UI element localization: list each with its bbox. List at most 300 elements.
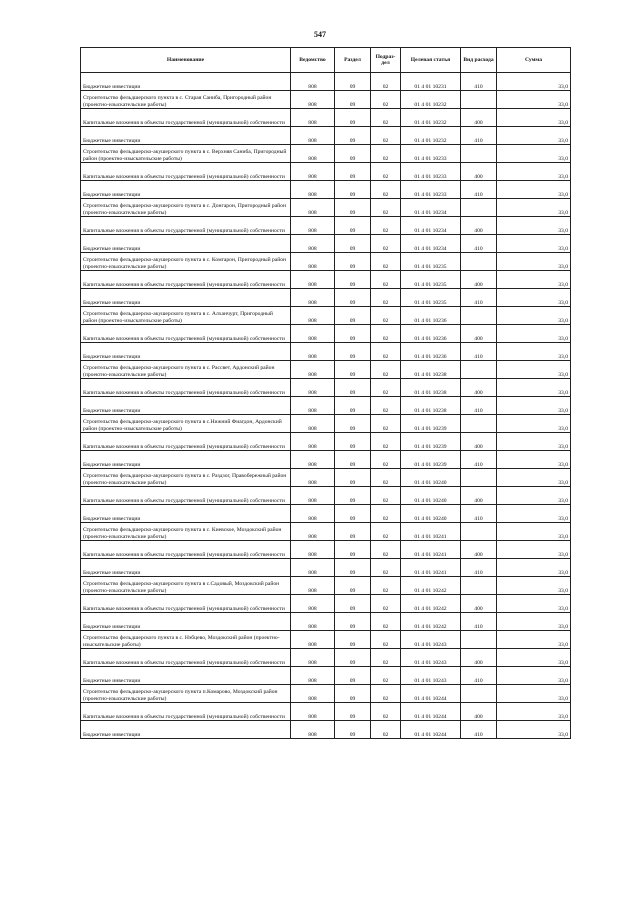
- cell-sum: 33,0: [497, 109, 571, 127]
- cell-dept: 808: [291, 577, 335, 595]
- cell-section: 09: [335, 523, 371, 541]
- cell-section: 09: [335, 631, 371, 649]
- cell-target: 01 4 01 10241: [401, 523, 461, 541]
- cell-dept: 808: [291, 595, 335, 613]
- cell-dept: 808: [291, 217, 335, 235]
- header-row: [81, 48, 571, 73]
- cell-target: 01 4 01 10234: [401, 199, 461, 217]
- cell-target: 01 4 01 10240: [401, 487, 461, 505]
- budget-table: [80, 47, 571, 739]
- cell-section: 09: [335, 685, 371, 703]
- cell-sum: 33,0: [497, 541, 571, 559]
- cell-name: Строительство фельдшерско-акушерского пункта в с. Алханчурт, Пригородный район (проектно-изыскательские работы): [81, 307, 291, 325]
- header-dept: Ведомство: [291, 48, 335, 73]
- cell-section: 09: [335, 361, 371, 379]
- cell-sum: 33,0: [497, 649, 571, 667]
- cell-section: 09: [335, 217, 371, 235]
- cell-dept: 808: [291, 559, 335, 577]
- cell-name: Бюджетные инвестиции: [81, 235, 291, 253]
- cell-dept: 808: [291, 631, 335, 649]
- cell-dept: 808: [291, 685, 335, 703]
- cell-exptype: [461, 145, 497, 163]
- cell-sum: 33,0: [497, 343, 571, 361]
- cell-target: 01 4 01 10242: [401, 577, 461, 595]
- cell-dept: 808: [291, 91, 335, 109]
- cell-name: Строительство фельдшерско-акушерского пункта в с. Раздзог, Правобережный район (проектно-изыскательские работы): [81, 469, 291, 487]
- header-section: Раздел: [335, 48, 371, 73]
- cell-subsection: 02: [371, 685, 401, 703]
- cell-target: 01 4 01 10239: [401, 415, 461, 433]
- cell-dept: 808: [291, 253, 335, 271]
- cell-sum: 33,0: [497, 163, 571, 181]
- cell-subsection: 02: [371, 595, 401, 613]
- table-row: [81, 109, 571, 127]
- cell-exptype: 400: [461, 487, 497, 505]
- cell-subsection: 02: [371, 613, 401, 631]
- cell-subsection: 02: [371, 253, 401, 271]
- cell-subsection: 02: [371, 433, 401, 451]
- cell-name: Капитальные вложения в объекты государственной (муниципальной) собственности: [81, 325, 291, 343]
- cell-name: Бюджетные инвестиции: [81, 397, 291, 415]
- cell-exptype: 400: [461, 325, 497, 343]
- cell-target: 01 4 01 10239: [401, 433, 461, 451]
- cell-target: 01 4 01 10238: [401, 361, 461, 379]
- cell-dept: 808: [291, 433, 335, 451]
- cell-subsection: 02: [371, 667, 401, 685]
- cell-dept: 808: [291, 307, 335, 325]
- cell-section: 09: [335, 613, 371, 631]
- cell-section: 09: [335, 433, 371, 451]
- cell-subsection: 02: [371, 523, 401, 541]
- cell-name: Капитальные вложения в объекты государственной (муниципальной) собственности: [81, 163, 291, 181]
- cell-target: 01 4 01 10236: [401, 343, 461, 361]
- cell-target: 01 4 01 10232: [401, 127, 461, 145]
- cell-sum: 33,0: [497, 145, 571, 163]
- cell-section: 09: [335, 451, 371, 469]
- cell-section: 09: [335, 253, 371, 271]
- table-row: [81, 487, 571, 505]
- cell-sum: 33,0: [497, 127, 571, 145]
- cell-section: 09: [335, 271, 371, 289]
- cell-exptype: [461, 91, 497, 109]
- cell-name: Капитальные вложения в объекты государственной (муниципальной) собственности: [81, 541, 291, 559]
- cell-target: 01 4 01 10233: [401, 145, 461, 163]
- cell-section: 09: [335, 541, 371, 559]
- cell-target: 01 4 01 10242: [401, 613, 461, 631]
- cell-sum: 33,0: [497, 271, 571, 289]
- table-row: [81, 415, 571, 433]
- table-row: [81, 685, 571, 703]
- cell-name: Бюджетные инвестиции: [81, 289, 291, 307]
- header-target: Целевая статья: [401, 48, 461, 73]
- cell-sum: 33,0: [497, 631, 571, 649]
- cell-name: Строительство фельдшерско-акушерского пункта в с. Рассвет, Ардонский район (проектно-изыскательские работы): [81, 361, 291, 379]
- cell-exptype: [461, 685, 497, 703]
- cell-section: 09: [335, 667, 371, 685]
- cell-target: 01 4 01 10238: [401, 379, 461, 397]
- table-row: [81, 577, 571, 595]
- cell-exptype: [461, 469, 497, 487]
- cell-name: Строительство фельдшерско-акушерского пункта п.Комарово, Моздокский район (проектно-изыскательские работы): [81, 685, 291, 703]
- cell-sum: 33,0: [497, 451, 571, 469]
- cell-section: 09: [335, 91, 371, 109]
- cell-subsection: 02: [371, 307, 401, 325]
- cell-subsection: 02: [371, 91, 401, 109]
- cell-name: Бюджетные инвестиции: [81, 505, 291, 523]
- cell-section: 09: [335, 127, 371, 145]
- cell-name: Бюджетные инвестиции: [81, 343, 291, 361]
- cell-target: 01 4 01 10241: [401, 541, 461, 559]
- table-row: [81, 307, 571, 325]
- table-row: [81, 379, 571, 397]
- cell-exptype: 400: [461, 163, 497, 181]
- cell-section: 09: [335, 649, 371, 667]
- cell-dept: 808: [291, 163, 335, 181]
- cell-exptype: 410: [461, 667, 497, 685]
- cell-name: Строительство фельдшерско-акушерского пункта в с. Комгарон, Пригородный район (проектно-изыскательские работы): [81, 253, 291, 271]
- cell-exptype: 400: [461, 271, 497, 289]
- cell-section: 09: [335, 109, 371, 127]
- cell-subsection: 02: [371, 415, 401, 433]
- cell-dept: 808: [291, 667, 335, 685]
- cell-target: 01 4 01 10244: [401, 703, 461, 721]
- cell-name: Капитальные вложения в объекты государственной (муниципальной) собственности: [81, 487, 291, 505]
- cell-sum: 33,0: [497, 577, 571, 595]
- cell-sum: 33,0: [497, 505, 571, 523]
- cell-section: 09: [335, 163, 371, 181]
- cell-dept: 808: [291, 127, 335, 145]
- cell-subsection: 02: [371, 397, 401, 415]
- cell-exptype: 410: [461, 721, 497, 739]
- cell-name: Бюджетные инвестиции: [81, 73, 291, 91]
- cell-section: 09: [335, 289, 371, 307]
- cell-target: 01 4 01 10240: [401, 469, 461, 487]
- cell-dept: 808: [291, 415, 335, 433]
- cell-exptype: 410: [461, 613, 497, 631]
- cell-subsection: 02: [371, 361, 401, 379]
- cell-target: 01 4 01 10240: [401, 505, 461, 523]
- cell-sum: 33,0: [497, 91, 571, 109]
- cell-dept: 808: [291, 523, 335, 541]
- cell-dept: 808: [291, 721, 335, 739]
- cell-subsection: 02: [371, 559, 401, 577]
- table-row: [81, 613, 571, 631]
- cell-name: Строительство фельдшерско-акушерского пункта в с. Верхняя Саниба, Пригородный район (проектно-изыскательские работы): [81, 145, 291, 163]
- cell-section: 09: [335, 181, 371, 199]
- cell-dept: 808: [291, 469, 335, 487]
- cell-exptype: 410: [461, 73, 497, 91]
- cell-subsection: 02: [371, 127, 401, 145]
- cell-subsection: 02: [371, 631, 401, 649]
- table-row: [81, 721, 571, 739]
- cell-exptype: 410: [461, 505, 497, 523]
- cell-exptype: 400: [461, 595, 497, 613]
- table-row: [81, 523, 571, 541]
- cell-exptype: 400: [461, 703, 497, 721]
- table-row: [81, 703, 571, 721]
- cell-exptype: 410: [461, 181, 497, 199]
- cell-section: 09: [335, 397, 371, 415]
- cell-dept: 808: [291, 613, 335, 631]
- cell-sum: 33,0: [497, 469, 571, 487]
- cell-dept: 808: [291, 361, 335, 379]
- cell-sum: 33,0: [497, 487, 571, 505]
- cell-exptype: 400: [461, 433, 497, 451]
- cell-section: 09: [335, 577, 371, 595]
- cell-exptype: [461, 415, 497, 433]
- cell-subsection: 02: [371, 235, 401, 253]
- cell-dept: 808: [291, 379, 335, 397]
- table-row: [81, 73, 571, 91]
- table-row: [81, 343, 571, 361]
- cell-name: Бюджетные инвестиции: [81, 613, 291, 631]
- cell-dept: 808: [291, 73, 335, 91]
- cell-subsection: 02: [371, 325, 401, 343]
- table-row: [81, 541, 571, 559]
- cell-dept: 808: [291, 109, 335, 127]
- cell-section: 09: [335, 505, 371, 523]
- cell-exptype: 400: [461, 541, 497, 559]
- table-row: [81, 469, 571, 487]
- cell-name: Строительство фельдшерско-акушерского пункта в с. Донгарон, Пригородный район (проектно-изыскательские работы): [81, 199, 291, 217]
- cell-target: 01 4 01 10232: [401, 109, 461, 127]
- cell-sum: 33,0: [497, 325, 571, 343]
- cell-name: Бюджетные инвестиции: [81, 667, 291, 685]
- cell-subsection: 02: [371, 469, 401, 487]
- table-row: [81, 433, 571, 451]
- table-row: [81, 505, 571, 523]
- cell-target: 01 4 01 10244: [401, 685, 461, 703]
- table-row: [81, 271, 571, 289]
- cell-name: Капитальные вложения в объекты государственной (муниципальной) собственности: [81, 703, 291, 721]
- cell-section: 09: [335, 325, 371, 343]
- cell-name: Строительство фельдшерско-акушерского пункта в с. Киевское, Моздокский район (проектно-изыскательские работы): [81, 523, 291, 541]
- cell-target: 01 4 01 10235: [401, 271, 461, 289]
- table-row: [81, 235, 571, 253]
- cell-sum: 33,0: [497, 73, 571, 91]
- cell-target: 01 4 01 10233: [401, 181, 461, 199]
- cell-name: Бюджетные инвестиции: [81, 127, 291, 145]
- cell-name: Капитальные вложения в объекты государственной (муниципальной) собственности: [81, 217, 291, 235]
- page-number: 547: [314, 30, 326, 39]
- cell-name: Бюджетные инвестиции: [81, 721, 291, 739]
- cell-name: Капитальные вложения в объекты государственной (муниципальной) собственности: [81, 649, 291, 667]
- cell-exptype: 410: [461, 559, 497, 577]
- cell-dept: 808: [291, 541, 335, 559]
- table-row: [81, 289, 571, 307]
- cell-subsection: 02: [371, 73, 401, 91]
- table-row: [81, 217, 571, 235]
- cell-dept: 808: [291, 325, 335, 343]
- cell-exptype: [461, 253, 497, 271]
- cell-target: 01 4 01 10242: [401, 595, 461, 613]
- cell-name: Строительство фельдшерско-акушерского пункта в с.Нижний Фиагдон, Ардонский район (проектно-изыскательские работы): [81, 415, 291, 433]
- table-row: [81, 649, 571, 667]
- table-row: [81, 325, 571, 343]
- cell-sum: 33,0: [497, 307, 571, 325]
- cell-sum: 33,0: [497, 397, 571, 415]
- cell-sum: 33,0: [497, 289, 571, 307]
- cell-section: 09: [335, 559, 371, 577]
- cell-target: 01 4 01 10239: [401, 451, 461, 469]
- cell-name: Бюджетные инвестиции: [81, 559, 291, 577]
- cell-subsection: 02: [371, 487, 401, 505]
- cell-name: Капитальные вложения в объекты государственной (муниципальной) собственности: [81, 433, 291, 451]
- cell-subsection: 02: [371, 505, 401, 523]
- cell-name: Капитальные вложения в объекты государственной (муниципальной) собственности: [81, 271, 291, 289]
- cell-exptype: 410: [461, 397, 497, 415]
- table-row: [81, 667, 571, 685]
- cell-subsection: 02: [371, 343, 401, 361]
- cell-subsection: 02: [371, 109, 401, 127]
- cell-sum: 33,0: [497, 415, 571, 433]
- cell-dept: 808: [291, 505, 335, 523]
- cell-subsection: 02: [371, 649, 401, 667]
- table-row: [81, 145, 571, 163]
- cell-name: Капитальные вложения в объекты государственной (муниципальной) собственности: [81, 109, 291, 127]
- cell-sum: 33,0: [497, 595, 571, 613]
- cell-name: Капитальные вложения в объекты государственной (муниципальной) собственности: [81, 379, 291, 397]
- table-row: [81, 451, 571, 469]
- cell-section: 09: [335, 343, 371, 361]
- cell-dept: 808: [291, 451, 335, 469]
- cell-dept: 808: [291, 397, 335, 415]
- table-row: [81, 199, 571, 217]
- cell-target: 01 4 01 10243: [401, 631, 461, 649]
- cell-sum: 33,0: [497, 703, 571, 721]
- cell-dept: 808: [291, 271, 335, 289]
- cell-subsection: 02: [371, 163, 401, 181]
- cell-dept: 808: [291, 649, 335, 667]
- cell-exptype: 410: [461, 451, 497, 469]
- cell-section: 09: [335, 703, 371, 721]
- cell-target: 01 4 01 10243: [401, 667, 461, 685]
- header-exptype: Вид расхода: [461, 48, 497, 73]
- cell-sum: 33,0: [497, 667, 571, 685]
- cell-exptype: [461, 631, 497, 649]
- cell-subsection: 02: [371, 181, 401, 199]
- cell-subsection: 02: [371, 541, 401, 559]
- cell-target: 01 4 01 10235: [401, 289, 461, 307]
- cell-section: 09: [335, 307, 371, 325]
- table-body: [81, 73, 571, 739]
- cell-sum: 33,0: [497, 253, 571, 271]
- header-sum: Сумма: [497, 48, 571, 73]
- table-row: [81, 595, 571, 613]
- cell-subsection: 02: [371, 145, 401, 163]
- cell-dept: 808: [291, 181, 335, 199]
- cell-name: Капитальные вложения в объекты государственной (муниципальной) собственности: [81, 595, 291, 613]
- cell-section: 09: [335, 595, 371, 613]
- cell-sum: 33,0: [497, 235, 571, 253]
- cell-exptype: 410: [461, 127, 497, 145]
- cell-sum: 33,0: [497, 199, 571, 217]
- cell-exptype: [461, 199, 497, 217]
- cell-subsection: 02: [371, 199, 401, 217]
- cell-sum: 33,0: [497, 181, 571, 199]
- cell-subsection: 02: [371, 289, 401, 307]
- cell-sum: 33,0: [497, 685, 571, 703]
- cell-subsection: 02: [371, 703, 401, 721]
- table-row: [81, 253, 571, 271]
- header-subsection: Подраз-дел: [371, 48, 401, 73]
- cell-sum: 33,0: [497, 361, 571, 379]
- cell-section: 09: [335, 379, 371, 397]
- cell-section: 09: [335, 199, 371, 217]
- cell-exptype: [461, 577, 497, 595]
- cell-sum: 33,0: [497, 559, 571, 577]
- cell-dept: 808: [291, 703, 335, 721]
- cell-target: 01 4 01 10236: [401, 325, 461, 343]
- cell-section: 09: [335, 415, 371, 433]
- cell-exptype: 410: [461, 289, 497, 307]
- cell-sum: 33,0: [497, 721, 571, 739]
- cell-target: 01 4 01 10233: [401, 163, 461, 181]
- cell-target: 01 4 01 10236: [401, 307, 461, 325]
- cell-subsection: 02: [371, 379, 401, 397]
- cell-target: 01 4 01 10244: [401, 721, 461, 739]
- cell-subsection: 02: [371, 451, 401, 469]
- cell-target: 01 4 01 10232: [401, 91, 461, 109]
- cell-subsection: 02: [371, 721, 401, 739]
- cell-exptype: [461, 523, 497, 541]
- cell-dept: 808: [291, 289, 335, 307]
- cell-exptype: 400: [461, 109, 497, 127]
- cell-name: Бюджетные инвестиции: [81, 181, 291, 199]
- cell-subsection: 02: [371, 271, 401, 289]
- cell-name: Строительство фельдшерского пункта в с. Старая Саниба, Пригородный район (проектно-изыскательские работы): [81, 91, 291, 109]
- cell-section: 09: [335, 235, 371, 253]
- cell-dept: 808: [291, 343, 335, 361]
- cell-sum: 33,0: [497, 613, 571, 631]
- cell-section: 09: [335, 73, 371, 91]
- cell-target: 01 4 01 10241: [401, 559, 461, 577]
- table-row: [81, 559, 571, 577]
- cell-exptype: 400: [461, 379, 497, 397]
- table-row: [81, 181, 571, 199]
- cell-section: 09: [335, 145, 371, 163]
- cell-sum: 33,0: [497, 379, 571, 397]
- cell-exptype: 410: [461, 235, 497, 253]
- cell-sum: 33,0: [497, 217, 571, 235]
- cell-section: 09: [335, 487, 371, 505]
- cell-dept: 808: [291, 235, 335, 253]
- cell-target: 01 4 01 10238: [401, 397, 461, 415]
- cell-exptype: [461, 361, 497, 379]
- table-row: [81, 397, 571, 415]
- cell-exptype: [461, 307, 497, 325]
- cell-section: 09: [335, 721, 371, 739]
- cell-target: 01 4 01 10234: [401, 235, 461, 253]
- cell-name: Строительство фельдшерско-акушерского пункта в с.Садовый, Моздокский район (проектно-изыскательские работы): [81, 577, 291, 595]
- cell-dept: 808: [291, 487, 335, 505]
- cell-sum: 33,0: [497, 433, 571, 451]
- cell-target: 01 4 01 10243: [401, 649, 461, 667]
- header-name: Наименование: [81, 48, 291, 73]
- table-row: [81, 91, 571, 109]
- table-row: [81, 127, 571, 145]
- cell-target: 01 4 01 10234: [401, 217, 461, 235]
- cell-exptype: 400: [461, 217, 497, 235]
- table-row: [81, 163, 571, 181]
- table-row: [81, 361, 571, 379]
- cell-dept: 808: [291, 145, 335, 163]
- cell-section: 09: [335, 469, 371, 487]
- cell-exptype: 400: [461, 649, 497, 667]
- table-row: [81, 631, 571, 649]
- cell-target: 01 4 01 10235: [401, 253, 461, 271]
- cell-name: Бюджетные инвестиции: [81, 451, 291, 469]
